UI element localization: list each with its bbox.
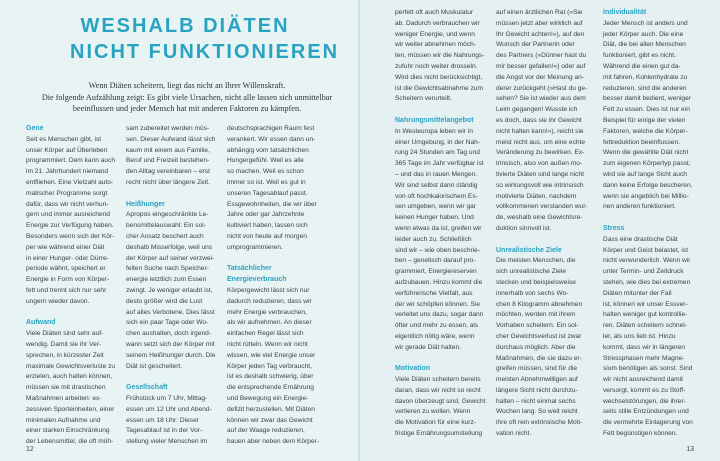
text-line: zessiven Sporteinheiten, einer: [26, 405, 115, 413]
text-line: unter Termin- und Zeitdruck: [603, 268, 684, 276]
text-line: Scheitern verurteilt.: [395, 95, 452, 103]
section-heading: Aufwand: [26, 319, 56, 327]
text-line: verankert. Wir essen dann un-: [227, 135, 316, 143]
paragraph-gap: [227, 254, 319, 265]
text-line: energie letztlich zum Essen: [126, 276, 207, 284]
text-line: fristige Ernährungsumstellung: [395, 430, 483, 438]
text-line: weniger Energie, und wenn: [395, 30, 475, 38]
text-line: Während die einen gut da-: [603, 62, 681, 70]
text-line: ten, müssen wir die Nahrungs-: [395, 52, 485, 60]
text-line: sich unrealistische Ziele: [496, 268, 566, 276]
text-line: öfter und mehr zu essen, als: [395, 322, 479, 330]
text-line: duktion sinnvoll ist.: [496, 224, 552, 232]
text-line: wir nicht ausreichend damit: [603, 376, 683, 384]
text-line: funktioniert, gibt es nicht.: [603, 52, 676, 60]
text-line: gern und immer ausreichend: [26, 211, 110, 219]
text-line: Fett zu essen. Dies ist nur ein: [603, 106, 690, 114]
text-line: rung 24 Stunden am Tag und: [395, 149, 480, 157]
text-line: die Angst vor der Meinung an-: [496, 73, 584, 81]
text-line: so wirkungsvoll wie intrinsisch: [496, 181, 584, 189]
text-column-1: [26, 124, 115, 448]
text-line: vation nicht.: [496, 430, 532, 438]
text-line: periode wähnt, speichert er: [26, 265, 106, 273]
text-line: Körpergewicht lässt sich nur: [227, 286, 310, 294]
text-line: ben – genetisch darauf pro-: [395, 257, 476, 265]
paragraph-gap: [126, 372, 215, 383]
text-line: die vermehrte Einlagerung von: [603, 419, 693, 427]
text-line: eigentlich nötig wäre, wenn: [395, 332, 475, 340]
text-line: ist die Gewichtsabnahme zum: [395, 84, 483, 92]
text-line: entfliehen. Eine Vielzahl auto-: [26, 178, 114, 186]
section-heading: Energieverbrauch: [227, 276, 287, 284]
text-line: ihre oft rein extrinsische Moti-: [496, 419, 583, 427]
text-line: nen anderen funktioniert.: [603, 203, 676, 211]
text-line: einer Umgebung, in der Nah-: [395, 138, 481, 146]
text-line: wir weiter abnehmen möch-: [395, 41, 476, 49]
text-line: auf der Waage reduzieren,: [227, 427, 305, 435]
text-line: auf einen ärztlichen Rat (»Sie: [496, 9, 583, 16]
text-line: deshalb Misserfolge, weil uns: [126, 243, 213, 251]
text-line: maximale Gewichtsverluste zu: [26, 362, 116, 370]
text-line: zufuhr noch weiter drosseln.: [395, 62, 478, 70]
text-line: umprogrammieren.: [227, 243, 283, 251]
text-line: – und das in rauen Mengen.: [395, 170, 478, 178]
text-line: der Lebensmittel, die oft müh-: [26, 438, 114, 446]
paragraph-gap: [26, 308, 115, 319]
text-line: sich ein paar Tage oder Wo-: [126, 319, 209, 327]
text-line: ren. Diäten scheitern schnel-: [603, 322, 687, 330]
section-heading: Motivation: [395, 365, 430, 373]
text-line: die Motivation für eine kurz-: [395, 419, 476, 427]
intro-text: [26, 80, 348, 115]
text-line: stehen, wie dies bei extremen: [603, 278, 691, 286]
text-line: seinem Heißhunger durch. Die: [126, 351, 216, 359]
text-line: Wenn die gewählte Diät nicht: [603, 149, 689, 157]
text-line: Stressphasen mehr Magne-: [603, 354, 685, 362]
intro-line: beeinflussen und jeder Mensch hat mit anderen Faktoren zu kämpfen.: [72, 104, 302, 114]
text-line: Diäten mitunter der Fall: [603, 289, 672, 297]
text-line: verführerische Vielfalt, aus: [395, 289, 473, 297]
right-page: [360, 0, 720, 461]
text-line: Körper und Geist belastet, ist: [603, 246, 689, 254]
text-line: wissen, wie viel Energie unser: [227, 351, 316, 359]
text-line: bauen aber neben dem Körper-: [227, 438, 320, 446]
text-line: keinen Hunger haben. Und: [395, 214, 474, 222]
text-line: kommt, dass wir in längeren: [603, 343, 686, 351]
text-line: kultiviert haben, lassen sich: [227, 222, 308, 230]
text-line: felten Suche nach Speicher-: [126, 265, 209, 273]
text-line: der Körper auf seiner verzwei-: [126, 254, 215, 262]
text-line: cher Gewichtsverlust ist zwar: [496, 332, 582, 340]
text-line: mehr Energie verbrauchen,: [227, 308, 307, 316]
page-number-left: 12: [26, 446, 34, 453]
text-line: versorgt, kommt es zu Stoff-: [603, 386, 686, 394]
text-line: stecken und beispielsweise: [496, 278, 576, 286]
text-line: de, weshalb eine Gewichtsre-: [496, 214, 583, 222]
text-line: unser Körper auf Überleben: [26, 146, 108, 154]
text-line: greifen müssen, sind für die: [496, 365, 577, 373]
text-line: wir gerade Diät halten.: [395, 343, 461, 351]
text-line: minimalen Aufnahme und: [26, 416, 101, 424]
text-line: zwingt. Je weniger erlaubt ist,: [126, 286, 213, 294]
text-line: Diät, die bei allen Menschen: [603, 41, 686, 49]
text-line: nicht von heute auf morgen: [227, 232, 307, 240]
page-number-right: 13: [686, 446, 694, 453]
text-line: dadurch reduzieren, dass wir: [227, 297, 312, 305]
text-line: Maßnahmen arbeiten: ex-: [26, 394, 102, 402]
text-line: wechselstörungen, die ihrer-: [603, 397, 686, 405]
paragraph-gap: [126, 189, 215, 200]
text-line: halten weniger gut kontrollie-: [603, 311, 688, 319]
text-line: abhängig vom tatsächlichen: [227, 146, 309, 154]
text-line: sium benötigen als sonst. Sind: [603, 365, 693, 373]
text-line: grammiert, Energiereserven: [395, 268, 477, 276]
text-line: durchaus möglich. Aber die: [496, 343, 576, 351]
text-line: Ihr Gewicht achten!«), auf den: [496, 30, 585, 38]
text-line: von oft hochkalorischem Es-: [395, 192, 478, 200]
text-line: Wird dies nicht berücksichtigt,: [395, 73, 483, 81]
text-line: reduzieren, sind die anderen: [603, 84, 687, 92]
text-line: müssen jetzt aber wirklich auf: [496, 19, 583, 27]
text-line: recht nicht über längere Zeit.: [126, 178, 210, 186]
text-line: sehen? Sie ist wieder aus dem: [496, 95, 586, 103]
text-line: 365 Tage im Jahr verfügbar ist: [395, 160, 484, 168]
text-line: desto größer wird die Lust: [126, 297, 203, 305]
text-line: sprechen, in kürzester Zeit: [26, 351, 104, 359]
text-line: Hungergefühl. Weil es alle: [227, 157, 304, 165]
text-column-5: [496, 8, 588, 440]
text-line: matischer Programme sorgt: [26, 189, 108, 197]
section-heading: Nahrungsmittelangebot: [395, 116, 474, 124]
title-line: WESHALB DIÄTEN: [80, 15, 290, 37]
text-line: sam zubereitet werden müs-: [126, 125, 210, 132]
text-line: Faktoren, welche die Körper-: [603, 127, 688, 135]
text-line: wendig. Damit sie ihr Ver-: [26, 340, 102, 348]
text-line: Leim gegangen! Wusste ich: [496, 106, 578, 114]
text-line: Beispiel für einige der vielen: [603, 116, 686, 124]
text-line: müssen sie mit drastischen: [26, 384, 106, 392]
text-line: des Partners (»Dünner hast du: [496, 52, 587, 60]
text-line: Viele Diäten sind sehr auf-: [26, 330, 104, 338]
text-line: immer so ist. Weil es gut in: [227, 178, 306, 186]
text-line: Energie in Form von Körper-: [26, 276, 110, 284]
text-line: besser damit bedient, weniger: [603, 95, 691, 103]
text-line: deutschsprachigen Raum fest: [227, 125, 315, 132]
text-line: In Westeuropa leben wir in: [395, 127, 473, 135]
section-heading: Unrealistische Ziele: [496, 246, 562, 254]
text-line: essen um 18 Uhr: Dieser: [126, 416, 199, 424]
text-line: nicht rütteln. Wenn wir nicht: [227, 340, 308, 348]
paragraph-gap: [395, 105, 486, 116]
text-line: in einer Hunger- oder Dürre-: [26, 254, 109, 262]
text-line: wann setzt sich der Körper mit: [126, 340, 215, 348]
text-line: ungern wieder davon.: [26, 297, 90, 305]
text-line: ist, können wir unser Essver-: [603, 300, 688, 308]
text-line: dann keine Erfolge bescheren,: [603, 181, 693, 189]
section-heading: Tatsächlicher: [227, 265, 272, 273]
section-heading: Stress: [603, 224, 625, 232]
text-line: Fett begünstigen können.: [603, 430, 678, 438]
text-line: Vorhaben scheitern. Ein sol-: [496, 322, 579, 330]
text-line: Tagesablauf ist in der Vor-: [126, 427, 203, 435]
text-line: zum eigenen Körpertyp passt,: [603, 160, 691, 168]
text-line: motivierte Diäten, nachdem: [496, 192, 577, 200]
text-line: fettreduktion beeinflussen.: [603, 138, 680, 146]
text-line: Beruf und Freizeit bestehen-: [126, 157, 210, 165]
text-line: einer starken Einschränkung: [26, 427, 110, 435]
text-line: Veränderung zu bewirken. Ex-: [496, 149, 585, 157]
text-line: seits stille Entzündungen und: [603, 408, 689, 416]
text-line: Apropos eingeschränkte Le-: [126, 211, 209, 219]
text-line: per wie während einer Diät: [26, 243, 105, 251]
text-line: programmiert. Dem kann auch: [26, 157, 116, 165]
text-line: stellung vieler Menschen im: [126, 438, 208, 446]
text-line: tivierte Diäten sind lange nicht: [496, 170, 584, 178]
text-line: meisten Abnehmwilligen auf: [496, 376, 578, 384]
text-line: leider auch zu. Schließlich: [395, 235, 472, 243]
text-line: der wir schöpfen können. Sie: [395, 300, 481, 308]
text-line: unseren Tagesablauf passt.: [227, 189, 308, 197]
text-line: verleitet uns dazu, sogar dann: [395, 311, 484, 319]
text-line: einfachen Regel lässt sich: [227, 330, 304, 338]
text-line: chen aushalten, doch irgend-: [126, 330, 212, 338]
text-line: Frühstück um 7 Uhr, Mittag-: [126, 394, 208, 402]
text-line: kaum mit einem aus Familie,: [126, 146, 210, 154]
text-line: ist es deshalb schwierig, über: [227, 373, 314, 381]
text-line: dafür, dass wir nicht verhun-: [26, 200, 109, 208]
text-line: aufzubauen. Hinzu kommt die: [395, 278, 483, 286]
text-line: im 21. Jahrhundert niemand: [26, 168, 109, 176]
text-line: Diät ist gescheitert.: [126, 362, 183, 370]
text-line: davon überzeugt sind, Gewicht: [395, 397, 486, 405]
text-line: Besonders wenn sich der Kör-: [26, 232, 115, 240]
text-line: sind wir – wie oben beschrie-: [395, 246, 481, 254]
text-line: derer zurückgeht (»Hast du ge-: [496, 84, 588, 92]
text-line: Körper jeden Tag verbraucht,: [227, 362, 312, 370]
intro-line: Die folgende Aufzählung zeigt: Es gibt viele Ursachen, nicht alle lassen sich unmittelbar: [41, 92, 333, 102]
text-line: Maßnahmen, die sie dazu er-: [496, 354, 582, 362]
text-line: halten – nicht einmal sechs: [496, 397, 576, 405]
text-line: nicht verwunderlich. Wenn wir: [603, 257, 691, 265]
text-line: können wir zwar das Gewicht: [227, 416, 313, 424]
text-line: nicht halten kann!«), reicht sie: [496, 127, 584, 135]
text-line: Viele Diäten scheitern bereits: [395, 376, 481, 384]
text-line: daran, dass wir nicht so recht: [395, 386, 481, 394]
section-heading: Gesellschaft: [126, 384, 168, 392]
text-line: ler, als uns lieb ist. Hinzu: [603, 332, 676, 340]
text-column-2: [126, 124, 215, 448]
text-line: auf alles Verbotene. Dies lässt: [126, 308, 215, 316]
section-heading: Heißhunger: [126, 200, 165, 208]
text-line: sen. Dieser Aufwand lässt sich: [126, 135, 216, 143]
page-title: [70, 13, 340, 65]
text-line: jeder Körper auch. Die eine: [603, 30, 684, 38]
text-line: Wir sind selbst dann ständig: [395, 181, 478, 189]
text-line: Dass eine drastische Diät: [603, 235, 678, 243]
text-line: Seit es Menschen gibt, ist: [26, 135, 102, 143]
text-line: trinsisch, also von außen mo-: [496, 160, 583, 168]
text-line: es doch, dass sie ihr Gewicht: [496, 116, 582, 124]
text-line: sen umgeben, wenn wir gar: [395, 203, 477, 211]
text-line: als wir aufnehmen. An dieser: [227, 319, 312, 327]
paragraph-gap: [395, 354, 486, 365]
text-line: längere Sicht nicht durchzu-: [496, 386, 578, 394]
text-line: perfett oft auch Muskulatur: [395, 9, 474, 16]
text-column-3: [227, 124, 319, 448]
title-line: NICHT FUNKTIONIEREN: [70, 41, 340, 63]
text-line: innerhalb von sechs Wo-: [496, 289, 569, 297]
text-line: so machen. Weil es schon: [227, 168, 304, 176]
text-line: Jahre oder gar Jahrzehnte: [227, 211, 305, 219]
text-line: essen um 12 Uhr und Abend-: [126, 405, 212, 413]
text-line: cher Ansatz beschert auch: [126, 232, 204, 240]
text-line: defizit herzustellen. Mit Diäten: [227, 405, 315, 413]
intro-line: Wenn Diäten scheitern, liegt das nicht an Ihrer Willenskraft.: [88, 81, 286, 90]
text-line: wird sie auf lange Sicht auch: [603, 170, 687, 178]
text-line: bensmittelauswahl: Ein sol-: [126, 222, 206, 230]
text-line: wenn etwas da ist, greifen wir: [395, 224, 482, 232]
text-line: chen 8 Kilogramm abnehmen: [496, 300, 583, 308]
text-line: Wunsch der Partnerin oder: [496, 41, 575, 49]
paragraph-gap: [496, 235, 588, 246]
text-line: den Alltag vereinbaren – erst: [126, 168, 210, 176]
text-line: verlieren zu wollen. Wenn: [395, 408, 471, 416]
text-column-6: [603, 8, 693, 440]
text-line: Jeder Mensch ist anders und: [603, 19, 688, 27]
text-line: erzielen, auch halten können,: [26, 373, 113, 381]
text-line: ab. Dadurch verbrauchen wir: [395, 19, 480, 27]
text-line: fett und trennt sich nur sehr: [26, 286, 107, 294]
text-line: die entsprechende Ernährung: [227, 384, 314, 392]
text-line: Essgewohnheiten, die wir über: [227, 200, 317, 208]
text-line: Die meisten Menschen, die: [496, 257, 576, 265]
paragraph-gap: [603, 213, 693, 224]
text-line: Wochen lang. So weit reicht: [496, 408, 578, 416]
text-column-4: [395, 8, 486, 440]
text-line: wenn sie angeblich bei Millio-: [603, 192, 689, 200]
text-line: meist nicht aus, um eine echte: [496, 138, 586, 146]
section-heading: Gene: [26, 125, 44, 132]
text-line: Energie zur Verfügung haben.: [26, 222, 114, 230]
text-line: mir besser gefallen!«) oder auf: [496, 62, 586, 70]
text-line: mit fahren, Kohlenhydrate zu: [603, 73, 688, 81]
section-heading: Individualität: [603, 9, 647, 16]
text-line: möchten, werden mit ihrem: [496, 311, 576, 319]
text-line: und Bewegung ein Energie-: [227, 394, 309, 402]
text-line: vollkommenen verstanden wur-: [496, 203, 588, 211]
